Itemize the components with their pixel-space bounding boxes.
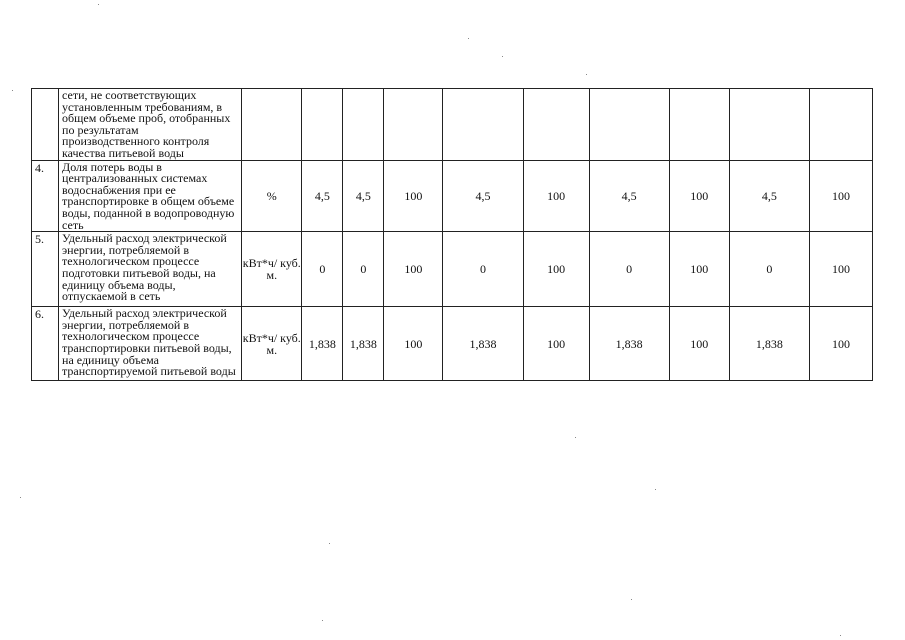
value-cell: 0	[729, 232, 809, 307]
value-cell: 100	[523, 307, 589, 381]
scan-speck	[631, 599, 632, 600]
scan-speck	[502, 56, 503, 57]
value-cell: 100	[809, 160, 872, 232]
row-description: Удельный расход электрической энергии, потребляемой в технологическом процессе транспортировки питьевой воды, на единицу объема транспортируемой питьевой воды	[59, 307, 242, 381]
scan-speck	[12, 90, 13, 91]
scan-speck	[655, 489, 656, 490]
value-cell: 100	[523, 160, 589, 232]
row-unit: кВт*ч/ куб. м.	[242, 307, 302, 381]
value-cell	[343, 89, 384, 161]
row-unit	[242, 89, 302, 161]
value-cell: 100	[384, 160, 443, 232]
row-unit: %	[242, 160, 302, 232]
value-cell: 100	[384, 232, 443, 307]
value-cell: 100	[384, 307, 443, 381]
table-row	[32, 160, 873, 232]
value-cell: 4,5	[343, 160, 384, 232]
table-row	[32, 89, 873, 161]
value-cell: 4,5	[729, 160, 809, 232]
table-row	[32, 232, 873, 307]
value-cell: 4,5	[589, 160, 669, 232]
value-cell: 0	[343, 232, 384, 307]
value-cell: 100	[523, 232, 589, 307]
row-description: Удельный расход электрической энергии, потребляемой в технологическом процессе подготовки питьевой воды, на единицу объема воды, отпускаемой в сеть	[59, 232, 242, 307]
value-cell: 100	[809, 232, 872, 307]
value-cell: 4,5	[443, 160, 523, 232]
row-description: сети, не соответствующих установленным требованиям, в общем объеме проб, отобранных по результатам производственного контроля качества питьевой воды	[59, 89, 242, 161]
value-cell	[669, 89, 729, 161]
value-cell	[302, 89, 343, 161]
value-cell: 1,838	[589, 307, 669, 381]
row-number: 4.	[32, 160, 59, 232]
scan-speck	[840, 635, 841, 636]
indicators-table	[31, 88, 873, 381]
scan-speck	[98, 4, 99, 5]
value-cell	[523, 89, 589, 161]
value-cell	[443, 89, 523, 161]
value-cell: 0	[443, 232, 523, 307]
value-cell: 0	[302, 232, 343, 307]
value-cell: 100	[669, 307, 729, 381]
scan-speck	[329, 543, 330, 544]
value-cell	[384, 89, 443, 161]
row-description: Доля потерь воды в централизованных системах водоснабжения при ее транспортировке в общем объеме воды, поданной в водопроводную сеть	[59, 160, 242, 232]
row-number: 5.	[32, 232, 59, 307]
table-row	[32, 307, 873, 381]
value-cell	[809, 89, 872, 161]
row-unit: кВт*ч/ куб. м.	[242, 232, 302, 307]
scan-speck	[586, 74, 587, 75]
value-cell: 1,838	[302, 307, 343, 381]
scan-speck	[322, 620, 323, 621]
row-number	[32, 89, 59, 161]
value-cell: 4,5	[302, 160, 343, 232]
value-cell: 100	[809, 307, 872, 381]
value-cell: 1,838	[443, 307, 523, 381]
scan-speck	[20, 497, 21, 498]
value-cell: 1,838	[343, 307, 384, 381]
value-cell: 100	[669, 160, 729, 232]
scan-speck	[468, 38, 469, 39]
value-cell: 1,838	[729, 307, 809, 381]
scan-speck	[575, 437, 576, 438]
row-number: 6.	[32, 307, 59, 381]
value-cell	[589, 89, 669, 161]
value-cell: 0	[589, 232, 669, 307]
value-cell	[729, 89, 809, 161]
value-cell: 100	[669, 232, 729, 307]
